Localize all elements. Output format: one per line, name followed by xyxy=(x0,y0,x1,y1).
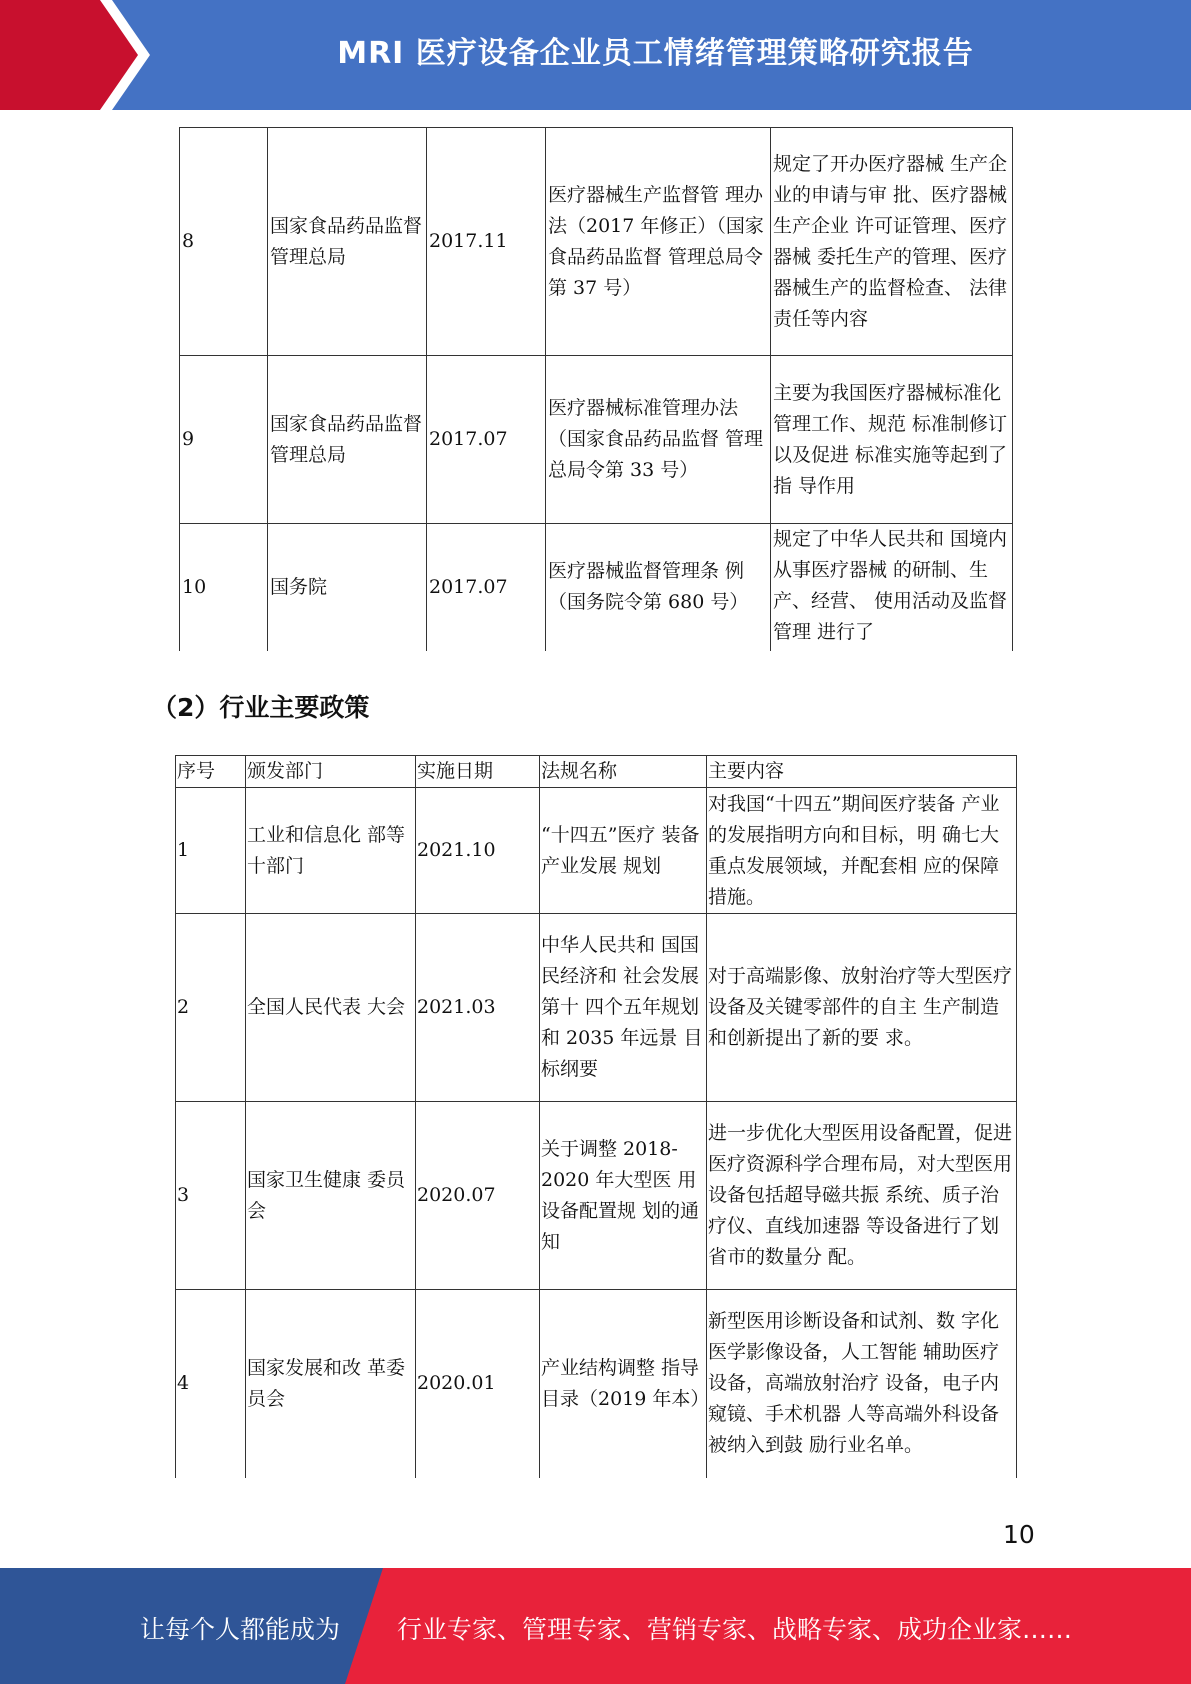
header-cell-department: 颁发部门 xyxy=(246,756,416,788)
issuing-department: 国家食品药品监督管理总局 xyxy=(268,356,427,524)
row-number: 2 xyxy=(176,914,246,1102)
issuing-department: 全国人民代表 大会 xyxy=(246,914,416,1102)
regulation-name: 医疗器械监督管理条 例（国务院令第 680 号） xyxy=(546,524,771,651)
implementation-date: 2020.01 xyxy=(416,1290,540,1478)
regulation-name: 医疗器械标准管理办法（国家食品药品监督 管理总局令第 33 号） xyxy=(546,356,771,524)
main-content: 规定了开办医疗器械 生产企业的申请与审 批、医疗器械生产企业 许可证管理、医疗器械 委托生产的管理、医疗 器械生产的监督检查、 法律责任等内容 xyxy=(771,128,1013,356)
main-content: 对于高端影像、放射治疗等大型医疗设备及关键零部件的自主 生产制造和创新提出了新的要 求。 xyxy=(707,914,1017,1102)
implementation-date: 2017.07 xyxy=(427,524,546,651)
implementation-date: 2020.07 xyxy=(416,1102,540,1290)
row-number: 4 xyxy=(176,1290,246,1478)
row-number: 9 xyxy=(180,356,268,524)
main-content: 主要为我国医疗器械标准化管理工作、规范 标准制修订以及促进 标准实施等起到了指 导作用 xyxy=(771,356,1013,524)
regulation-name: “十四五”医疗 装备产业发展 规划 xyxy=(540,788,707,914)
table-row xyxy=(176,914,1017,1102)
table-header-row xyxy=(176,756,1017,788)
row-number: 3 xyxy=(176,1102,246,1290)
issuing-department: 国家卫生健康 委员会 xyxy=(246,1102,416,1290)
header-cell-date: 实施日期 xyxy=(416,756,540,788)
page-footer xyxy=(0,1568,1191,1684)
implementation-date: 2021.10 xyxy=(416,788,540,914)
header-cell-content: 主要内容 xyxy=(707,756,1017,788)
regulation-name: 中华人民共和 国国民经济和 社会发展第十 四个五年规划 和 2035 年远景 目标纲要 xyxy=(540,914,707,1102)
regulation-name: 关于调整 2018-2020 年大型医 用设备配置规 划的通知 xyxy=(540,1102,707,1290)
implementation-date: 2021.03 xyxy=(416,914,540,1102)
table-row xyxy=(176,1102,1017,1290)
page-number: 10 xyxy=(1003,1520,1035,1549)
row-number: 8 xyxy=(180,128,268,356)
main-content: 新型医用诊断设备和试剂、数 字化医学影像设备，人工智能 辅助医疗设备，高端放射治疗 设备，电子内窥镜、手术机器 人等高端外科设备被纳入到鼓 励行业名单。 xyxy=(707,1290,1017,1478)
table-row xyxy=(180,524,1013,651)
implementation-date: 2017.07 xyxy=(427,356,546,524)
table-row xyxy=(176,788,1017,914)
issuing-department: 国家食品药品监督管理总局 xyxy=(268,128,427,356)
table-row xyxy=(176,1290,1017,1478)
issuing-department: 国家发展和改 革委员会 xyxy=(246,1290,416,1478)
table-row xyxy=(180,128,1013,356)
report-title: MRI 医疗设备企业员工情绪管理策略研究报告 xyxy=(337,36,974,71)
main-content: 进一步优化大型医用设备配置，促进医疗资源科学合理布局，对大型医用设备包括超导磁共振 系统、质子治疗仪、直线加速器 等设备进行了划省市的数量分 配。 xyxy=(707,1102,1017,1290)
main-content: 规定了中华人民共和 国境内从事医疗器械 的研制、生产、经营、 使用活动及监督管理 进行了 xyxy=(771,524,1013,651)
table-row xyxy=(180,356,1013,524)
footer-slogan-left: 让每个人都能成为 xyxy=(140,1615,341,1644)
policies-table xyxy=(175,755,1017,1478)
row-number: 10 xyxy=(180,524,268,651)
regulations-table xyxy=(179,127,1013,651)
section-heading: （2）行业主要政策 xyxy=(152,693,370,722)
page-header xyxy=(0,0,1191,110)
header-cell-number: 序号 xyxy=(176,756,246,788)
issuing-department: 工业和信息化 部等十部门 xyxy=(246,788,416,914)
header-cell-name: 法规名称 xyxy=(540,756,707,788)
main-content: 对我国“十四五”期间医疗装备 产业的发展指明方向和目标，明 确七大重点发展领域，并配套相 应的保障措施。 xyxy=(707,788,1017,914)
implementation-date: 2017.11 xyxy=(427,128,546,356)
row-number: 1 xyxy=(176,788,246,914)
regulation-name: 产业结构调整 指导目录（2019 年本） xyxy=(540,1290,707,1478)
issuing-department: 国务院 xyxy=(268,524,427,651)
footer-slogan-right: 行业专家、管理专家、营销专家、战略专家、成功企业家…… xyxy=(397,1615,1073,1644)
regulation-name: 医疗器械生产监督管 理办法（2017 年修正）（国家食品药品监督 管理总局令第 37 号） xyxy=(546,128,771,356)
